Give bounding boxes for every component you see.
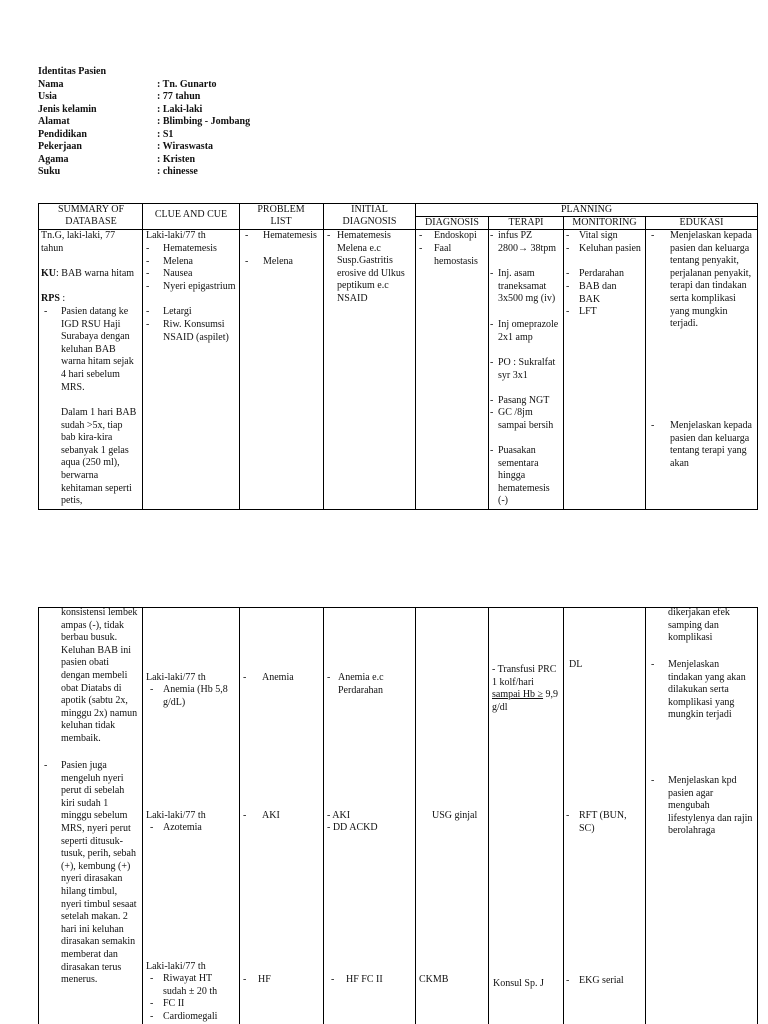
clue-item: Riw. Konsumsi NSAID (aspilet) <box>163 319 229 343</box>
clue-dash: - <box>146 306 150 317</box>
aki-monitoring: RFT (BUN, SC) <box>579 810 627 834</box>
edukasi-dash: - <box>651 659 655 670</box>
terapi-dash: - <box>490 319 494 330</box>
summary-para2: Dalam 1 hari BAB sudah >5x, tiap bab kira-kira sebanyak 1 gelas aqua (250 ml), berwarna kehitaman seperti petis, <box>61 407 137 507</box>
clue-item: Nyeri epigastrium <box>163 281 236 292</box>
table2-vline <box>488 607 489 1024</box>
monitoring-item: BAB dan BAK <box>579 281 617 305</box>
monitoring-item: LFT <box>579 306 597 317</box>
clue-dash: - <box>150 998 154 1009</box>
ku-label: KU <box>41 268 56 279</box>
hf-clue-head: Laki-laki/77 th <box>146 961 206 972</box>
clue-dash: - <box>150 973 154 984</box>
hf-diagnosis: CKMB <box>419 974 449 985</box>
terapi-dash: - <box>490 357 494 368</box>
table1-vline <box>323 203 324 510</box>
hf-clue-item: Riwayat HT sudah ± 20 th <box>163 973 218 997</box>
identity-value-usia: : 77 tahun <box>157 91 201 102</box>
identity-value-agama: : Kristen <box>157 153 196 165</box>
initial-dash: - <box>327 230 331 241</box>
table1-vline <box>563 216 564 510</box>
diagnosis-item: Endoskopi <box>434 230 477 241</box>
monitoring-dash: - <box>566 810 570 821</box>
terapi-item: GC /8jm sampai bersih <box>498 407 554 431</box>
table1-vline <box>757 203 758 510</box>
identity-label-alamat: Alamat <box>38 116 70 127</box>
problem-dash: - <box>243 810 247 821</box>
edukasi-item: Menjelaskan tindakan yang akan dilakukan serta komplikasi yang mungkin terjadi <box>668 659 746 721</box>
monitoring-dash: - <box>566 306 570 317</box>
clue-item: Melena <box>163 256 193 267</box>
table1-border-bottom <box>38 509 758 510</box>
anemia-terapi <box>492 664 562 714</box>
summary-dash: - <box>44 306 48 317</box>
terapi-dash: - <box>490 407 494 418</box>
terapi-dash: - <box>490 230 494 241</box>
header-edukasi: EDUKASI <box>679 217 724 228</box>
summary-rps <box>41 293 65 306</box>
header-planning: PLANNING <box>560 204 613 215</box>
identity-label-jenis-kelamin: Jenis kelamin <box>38 103 97 115</box>
aki-initial-1: - AKI <box>327 810 351 821</box>
summary-para1: Pasien datang ke IGD RSU Haji Surabaya dengan keluhan BAB warna hitam sejak 4 hari sebelum MRS. <box>61 306 134 393</box>
edukasi-dash: - <box>651 420 655 431</box>
identity-value-suku: : chinesse <box>157 166 198 177</box>
anemia-clue-head: Laki-laki/77 th <box>146 672 206 683</box>
summary-intro: Tn.G, laki-laki, 77 tahun <box>41 230 116 254</box>
clue-dash: - <box>146 281 150 292</box>
initial-diagnosis: Hematemesis Melena e.c Susp.Gastritis erosive dd Ulkus peptikum e.c NSAID <box>337 230 405 304</box>
identity-label-suku: Suku <box>38 166 61 177</box>
aki-initial-2: - DD ACKD <box>327 822 378 833</box>
edukasi-item: Menjelaskan kepada pasien dan keluarga tentang terapi yang akan <box>670 420 752 469</box>
clue-dash: - <box>146 256 150 267</box>
clue-dash: - <box>150 1011 154 1022</box>
table2-vline <box>142 607 143 1024</box>
identity-label-agama: Agama <box>38 153 69 165</box>
summary-dash: - <box>44 760 48 771</box>
problem-item: Melena <box>263 256 293 267</box>
terapi-dash: - <box>490 445 494 456</box>
table2-vline <box>38 607 39 1024</box>
rps-label: RPS <box>41 293 60 304</box>
table2-vline <box>645 607 646 1024</box>
clue-dash: - <box>150 822 154 833</box>
table2-vline <box>757 607 758 1024</box>
diagnosis-dash: - <box>419 243 423 254</box>
clue-dash: - <box>146 243 150 254</box>
table1-vline <box>488 216 489 510</box>
header-clue: CLUE AND CUE <box>154 209 228 220</box>
clue-dash: - <box>146 319 150 330</box>
terapi-item: PO : Sukralfat syr 3x1 <box>498 357 556 381</box>
table2-vline <box>239 607 240 1024</box>
anemia-terapi-main: - Transfusi PRC 1 kolf/hari <box>492 664 557 688</box>
clue-item: Hematemesis <box>163 243 217 254</box>
problem-dash: - <box>243 974 247 985</box>
identity-label-nama: Nama <box>38 78 64 90</box>
aki-clue-head: Laki-laki/77 th <box>146 810 206 821</box>
table1-vline <box>645 216 646 510</box>
table1-vline <box>142 203 143 510</box>
monitoring-item: Vital sign <box>579 230 618 241</box>
hf-clue-item: FC II <box>163 998 185 1009</box>
hf-problem: HF <box>258 974 271 985</box>
terapi-dash: - <box>490 395 494 406</box>
table1-vline <box>415 203 416 510</box>
identity-value-pendidikan: : S1 <box>157 128 174 140</box>
monitoring-item: Perdarahan <box>579 268 624 279</box>
ku-text: : BAB warna hitam <box>56 268 135 279</box>
terapi-item: Puasakan sementara hingga hematemesis (-) <box>498 445 550 507</box>
diagnosis-dash: - <box>419 230 423 241</box>
summary-continuation: konsistensi lembek ampas (-), tidak berbau busuk. Keluhan BAB ini pasien obati dengan membeli obat Diatabs di apotik (sabtu 2x, minggu 2x) namun keluhan tidak membaik. <box>61 607 138 744</box>
aki-diagnosis: USG ginjal <box>432 810 478 821</box>
identity-value-pekerjaan: : Wiraswasta <box>157 141 214 152</box>
problem-item: Hematemesis <box>263 230 317 241</box>
anemia-terapi-highlight: sampai Hb ≥ <box>492 689 544 701</box>
header-terapi: TERAPI <box>508 217 544 228</box>
table2-border-top <box>38 607 758 608</box>
monitoring-dash: - <box>566 230 570 241</box>
header-monitoring: MONITORING <box>572 217 637 228</box>
terapi-item: Inj. asam traneksamat 3x500 mg (iv) <box>498 268 556 305</box>
aki-clue-item: Azotemia <box>163 822 202 833</box>
monitoring-dash: - <box>566 281 570 292</box>
identity-value-nama: : Tn. Gunarto <box>157 78 217 90</box>
clue-dash: - <box>150 684 154 695</box>
table2-vline <box>415 607 416 1024</box>
monitoring-dash: - <box>566 243 570 254</box>
initial-dash: - <box>327 672 331 683</box>
anemia-terapi-end: 9,9 g/dl <box>492 689 559 713</box>
terapi-dash: - <box>490 268 494 279</box>
problem-dash: - <box>245 230 249 241</box>
table2-vline <box>323 607 324 1024</box>
table2-vline <box>563 607 564 1024</box>
identity-label-pekerjaan: Pekerjaan <box>38 141 82 152</box>
clue-dash: - <box>146 268 150 279</box>
identity-value-alamat: : Blimbing - Jombang <box>157 116 251 127</box>
diagnosis-item: Faal hemostasis <box>434 243 478 267</box>
anemia-problem: Anemia <box>262 672 294 683</box>
table1-vline <box>38 203 39 510</box>
header-diagnosis: DIAGNOSIS <box>425 217 479 228</box>
problem-dash: - <box>243 672 247 683</box>
edukasi-item: Menjelaskan kepada pasien dan keluarga tentang penyakit, perjalanan penyakit, terapi dan tindakan serta komplikasi yang mungkin terjadi. <box>670 230 752 330</box>
hf-monitoring: EKG serial <box>579 975 624 986</box>
anemia-initial: Anemia e.c Perdarahan <box>338 672 384 696</box>
header-initial: INITIAL DIAGNOSIS <box>342 204 397 227</box>
identity-title: Identitas Pasien <box>38 66 107 77</box>
clue-item: Nausea <box>163 268 193 279</box>
table1-vline <box>239 203 240 510</box>
terapi-item: Pasang NGT <box>498 395 550 406</box>
anemia-monitoring: DL <box>569 659 583 670</box>
header-summary: SUMMARY OF DATABASE <box>57 204 125 227</box>
identity-value-jenis-kelamin: : Laki-laki <box>157 103 203 115</box>
edukasi-continuation: dikerjakan efek samping dan komplikasi <box>668 607 730 644</box>
identity-label-usia: Usia <box>38 91 57 102</box>
monitoring-dash: - <box>566 975 570 986</box>
edukasi-dash: - <box>651 775 655 786</box>
summary-para3: Pasien juga mengeluh nyeri perut di sebelah kiri sudah 1 minggu sebelum MRS, nyeri perut seperti ditusuk-tusuk, perih, sebah (+), kembung (+) nyeri dirasakan hilang timbul, nyeri timbul sesaat setelah makan. 2 hari ini keluhan dirasakan semakin memberat dan dirasakan terus menerus. <box>61 760 137 986</box>
header-problem: PROBLEM LIST <box>257 204 305 227</box>
monitoring-item: Keluhan pasien <box>579 243 641 254</box>
monitoring-dash: - <box>566 268 570 279</box>
anemia-clue-item: Anemia (Hb 5,8 g/dL) <box>163 684 228 708</box>
terapi-item: Inj omeprazole 2x1 amp <box>498 319 559 343</box>
summary-ku <box>41 268 139 281</box>
clue-head: Laki-laki/77 th <box>146 230 206 241</box>
clue-item: Letargi <box>163 306 192 317</box>
rps-colon: : <box>59 293 66 304</box>
terapi-item: infus PZ 2800→ 38tpm <box>498 230 557 254</box>
hf-terapi: Konsul Sp. J <box>493 978 544 989</box>
edukasi-dash: - <box>651 230 655 241</box>
initial-dash: - <box>331 974 335 985</box>
identity-label-pendidikan: Pendidikan <box>38 128 87 140</box>
aki-problem: AKI <box>262 810 280 821</box>
hf-initial: HF FC II <box>346 974 383 985</box>
hf-clue-item: Cardiomegali <box>163 1011 218 1022</box>
edukasi-item: Menjelaskan kpd pasien agar mengubah lifestylenya dan rajin berolahraga <box>668 775 753 837</box>
problem-dash: - <box>245 256 249 267</box>
